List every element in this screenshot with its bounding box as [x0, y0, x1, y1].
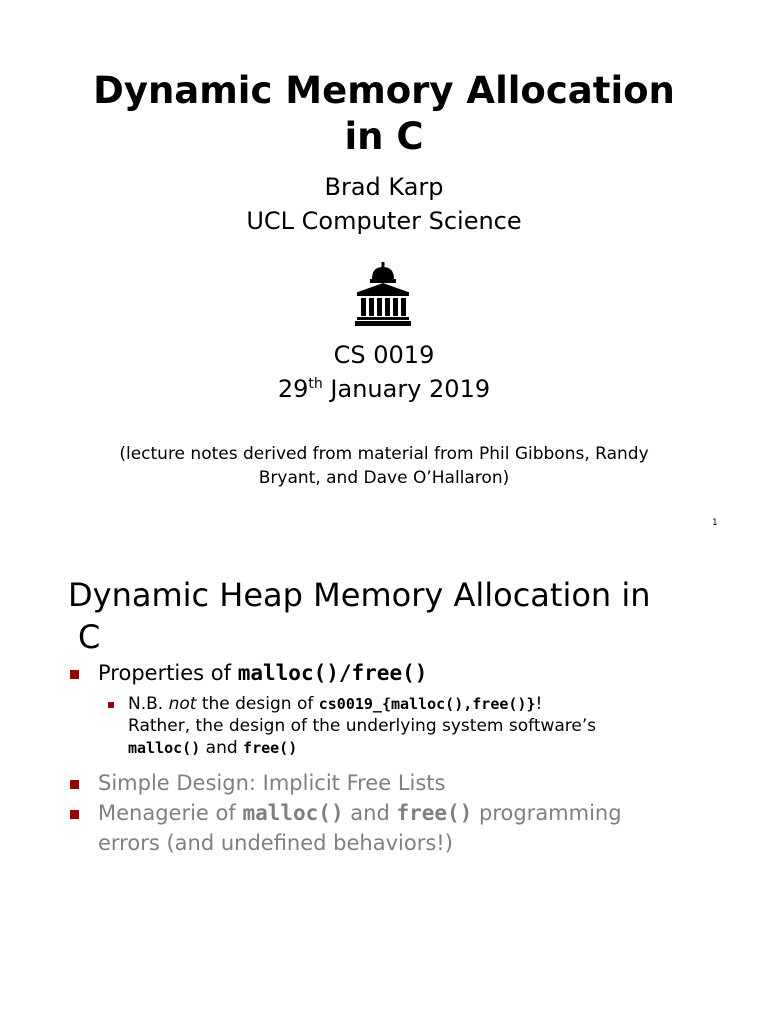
- bullet-prefix: Menagerie of: [98, 801, 243, 825]
- bullet-square-icon: [70, 670, 79, 679]
- bullet-line-2: errors (and undefined behaviors!): [98, 831, 453, 855]
- code-text: malloc()/free(): [237, 661, 428, 685]
- ucl-portico-icon: [354, 262, 412, 326]
- sub-line-2: Rather, the design of the underlying system software’s: [128, 716, 597, 736]
- sub-line-1: [128, 693, 688, 715]
- slide-title: [0, 68, 768, 160]
- date-rest: January 2019: [322, 375, 491, 403]
- sub-end-text: !: [535, 694, 543, 714]
- emphasis-not: not: [168, 694, 197, 714]
- code-text: free(): [243, 739, 298, 757]
- title-line-1: Dynamic Memory Allocation: [93, 69, 675, 112]
- bullet-line-1: [98, 798, 622, 828]
- title-line-2: C: [78, 618, 101, 656]
- bullet-suffix: programming: [472, 801, 622, 825]
- code-text: malloc(): [128, 739, 201, 757]
- affiliation: UCL Computer Science: [246, 207, 522, 235]
- lecture-date: [0, 372, 768, 406]
- page-number: 1: [712, 518, 718, 528]
- title-line-1: Dynamic Heap Memory Allocation in: [68, 576, 651, 614]
- sub-mid-text: the design of: [196, 694, 319, 714]
- bullet-square-icon: [70, 780, 79, 789]
- credits-line-2: Bryant, and Dave O’Hallaron): [258, 468, 510, 488]
- author-block: [0, 170, 768, 238]
- credits-note: [90, 442, 678, 490]
- bullet-square-icon: [70, 810, 79, 819]
- nb-text: N.B.: [128, 694, 169, 714]
- course-info: [0, 338, 768, 406]
- course-code: CS 0019: [333, 341, 435, 369]
- and-text: and: [343, 801, 397, 825]
- content-slide: [0, 540, 768, 1024]
- author-name: Brad Karp: [324, 173, 444, 201]
- and-text: and: [200, 738, 244, 758]
- bullet-text: [98, 658, 427, 688]
- code-text: cs0019_{malloc(),free()}: [318, 695, 536, 713]
- title-line-2: in C: [344, 115, 424, 158]
- slide-title: [68, 574, 708, 658]
- date-suffix: th: [308, 376, 323, 392]
- credits-line-1: (lecture notes derived from material from Phil Gibbons, Randy: [119, 444, 649, 464]
- bullet-text: [98, 798, 622, 858]
- sub-list-item: [128, 693, 688, 759]
- sub-bullet-square-icon: [108, 702, 114, 708]
- date-day: 29: [277, 375, 309, 403]
- sub-line-3: [128, 737, 688, 759]
- code-text: free(): [396, 801, 473, 825]
- bullet-text: Simple Design: Implicit Free Lists: [98, 771, 446, 795]
- bullet-prefix: Properties of: [98, 661, 238, 685]
- code-text: malloc(): [242, 801, 344, 825]
